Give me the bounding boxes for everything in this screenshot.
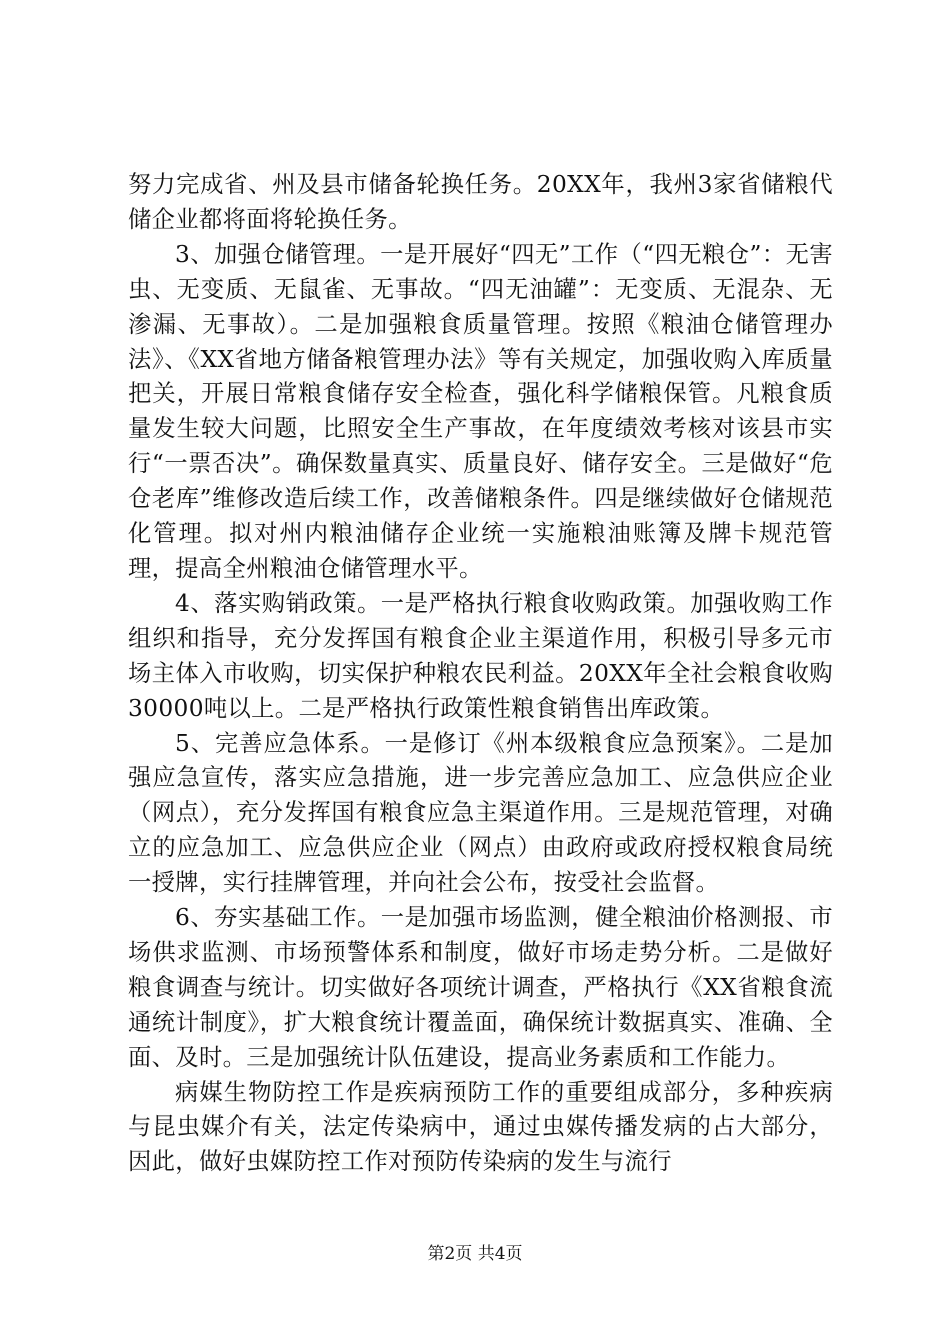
paragraph-4: 5、完善应急体系。一是修订《州本级粮食应急预案》。二是加强应急宣传，落实应急措施，进一步完善应急加工、应急供应企业（网点），充分发挥国有粮食应急主渠道作用。三是规范管理，对确立的应急加工、应急供应企业（网点）由政府或政府授权粮食局统一授牌，实行挂牌管理，并向社会公布，按受社会监督。 bbox=[128, 729, 833, 897]
page-number-label: 第2页 共4页 bbox=[427, 1244, 523, 1264]
paragraph-1: 努力完成省、州及县市储备轮换任务。20XX年，我州3家省储粮代储企业都将面将轮换任务。 bbox=[128, 171, 833, 233]
paragraph-3: 4、落实购销政策。一是严格执行粮食收购政策。加强收购工作组织和指导，充分发挥国有粮食企业主渠道作用，积极引导多元市场主体入市收购，切实保护种粮农民利益。20XX年全社会粮食收购30000吨以上。二是严格执行政策性粮食销售出库政策。 bbox=[128, 589, 833, 722]
page-footer bbox=[0, 1242, 950, 1266]
paragraph-5: 6、夯实基础工作。一是加强市场监测，健全粮油价格测报、市场供求监测、市场预警体系和制度，做好市场走势分析。二是做好粮食调查与统计。切实做好各项统计调查，严格执行《XX省粮食流通统计制度》，扩大粮食统计覆盖面，确保统计数据真实、准确、全面、及时。三是加强统计队伍建设，提高业务素质和工作能力。 bbox=[128, 904, 833, 1071]
document-body bbox=[128, 168, 833, 1180]
paragraph-2: 3、加强仓储管理。一是开展好“四无”工作（“四无粮仓”：无害虫、无变质、无鼠雀、无事故。“四无油罐”：无变质、无混杂、无渗漏、无事故）。二是加强粮食质量管理。按照《粮油仓储管理办法》、《XX省地方储备粮管理办法》等有关规定，加强收购入库质量把关，开展日常粮食储存安全检查，强化科学储粮保管。凡粮食质量发生较大问题，比照安全生产事故，在年度绩效考核对该县市实行“一票否决”。确保数量真实、质量良好、储存安全。三是做好“危仓老库”维修改造后续工作，改善储粮条件。四是继续做好仓储规范化管理。拟对州内粮油储存企业统一实施粮油账簿及牌卡规范管理，提高全州粮油仓储管理水平。 bbox=[128, 240, 833, 582]
paragraph-6: 病媒生物防控工作是疾病预防工作的重要组成部分，多种疾病与昆虫媒介有关，法定传染病中，通过虫媒传播发病的占大部分，因此，做好虫媒防控工作对预防传染病的发生与流行 bbox=[128, 1078, 833, 1176]
